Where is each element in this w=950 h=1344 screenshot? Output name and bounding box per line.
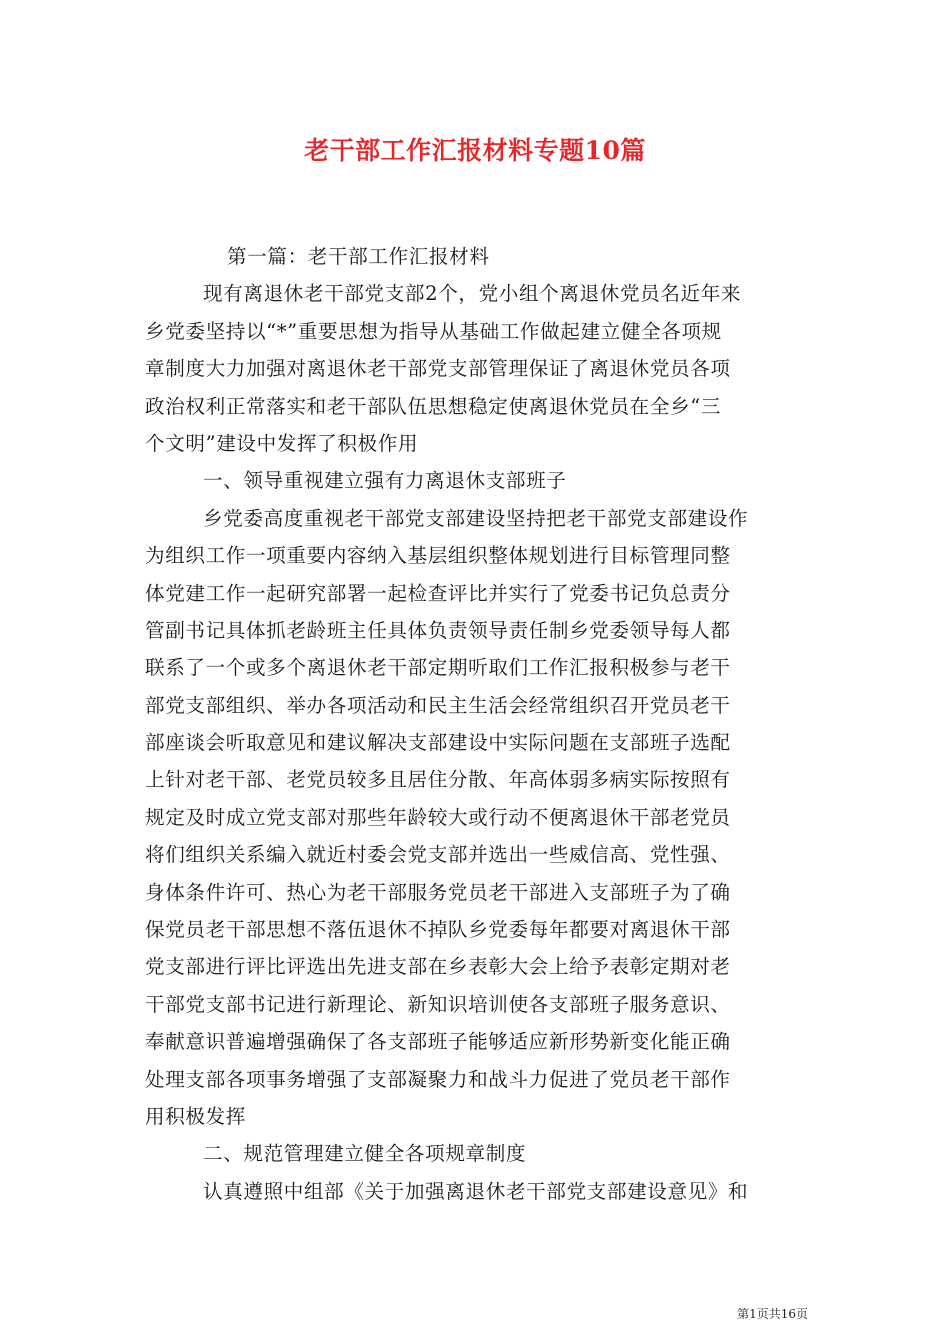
- text-line: 章制度大力加强对离退休老干部党支部管理保证了离退休党员各项: [145, 357, 731, 381]
- text-line: 乡党委高度重视老干部党支部建设坚持把老干部党支部建设作: [203, 506, 749, 530]
- text-line: 用积极发挥: [145, 1104, 246, 1128]
- document-body: [145, 238, 807, 1210]
- text-line: 个文明”建设中发挥了积极作用: [145, 431, 419, 455]
- text-line: 体党建工作一起研究部署一起检查评比并实行了党委书记负总责分: [145, 581, 731, 605]
- text-line: 党支部进行评比评选出先进支部在乡表彰大会上给予表彰定期对老: [145, 955, 731, 979]
- text-line: 部党支部组织、举办各项活动和民主生活会经常组织召开党员老干: [145, 693, 731, 717]
- text-line: 政治权利正常落实和老干部队伍思想稳定使离退休党员在全乡“三: [145, 394, 722, 418]
- text-line: 现有离退休老干部党支部2个，党小组个离退休党员名近年来: [203, 282, 742, 306]
- text-line: 部座谈会听取意见和建议解决支部建设中实际问题在支部班子选配: [145, 731, 731, 755]
- text-line: 干部党支部书记进行新理论、新知识培训使各支部班子服务意识、: [145, 992, 731, 1016]
- text-line: 二、规范管理建立健全各项规章制度: [203, 1142, 527, 1166]
- text-line: 为组织工作一项重要内容纳入基层组织整体规划进行目标管理同整: [145, 544, 731, 568]
- page-number: 第1页共16页: [737, 1307, 808, 1321]
- text-line: 处理支部各项事务增强了支部凝聚力和战斗力促进了党员老干部作: [145, 1067, 731, 1091]
- text-line: 乡党委坚持以“*”重要思想为指导从基础工作做起建立健全各项规: [145, 319, 722, 343]
- text-line: 认真遵照中组部《关于加强离退休老干部党支部建设意见》和: [203, 1179, 749, 1203]
- text-line: 保党员老干部思想不落伍退休不掉队乡党委每年都要对离退休干部: [145, 918, 731, 942]
- text-line: 联系了一个或多个离退休老干部定期听取们工作汇报积极参与老干: [145, 656, 731, 680]
- text-line: 将们组织关系编入就近村委会党支部并选出一些威信高、党性强、: [145, 843, 731, 867]
- text-line: 管副书记具体抓老龄班主任具体负责领导责任制乡党委领导每人都: [145, 618, 731, 642]
- text-line: 一、领导重视建立强有力离退休支部班子: [203, 469, 567, 493]
- text-line: 奉献意识普遍增强确保了各支部班子能够适应新形势新变化能正确: [145, 1030, 731, 1054]
- text-line: 规定及时成立党支部对那些年龄较大或行动不便离退休干部老党员: [145, 805, 731, 829]
- text-line: 身体条件许可、热心为老干部服务党员老干部进入支部班子为了确: [145, 880, 731, 904]
- text-line: 上针对老干部、老党员较多且居住分散、年高体弱多病实际按照有: [145, 768, 731, 792]
- document-title: 老干部工作汇报材料专题10篇: [304, 136, 646, 165]
- text-line: 第一篇：老干部工作汇报材料: [227, 245, 490, 268]
